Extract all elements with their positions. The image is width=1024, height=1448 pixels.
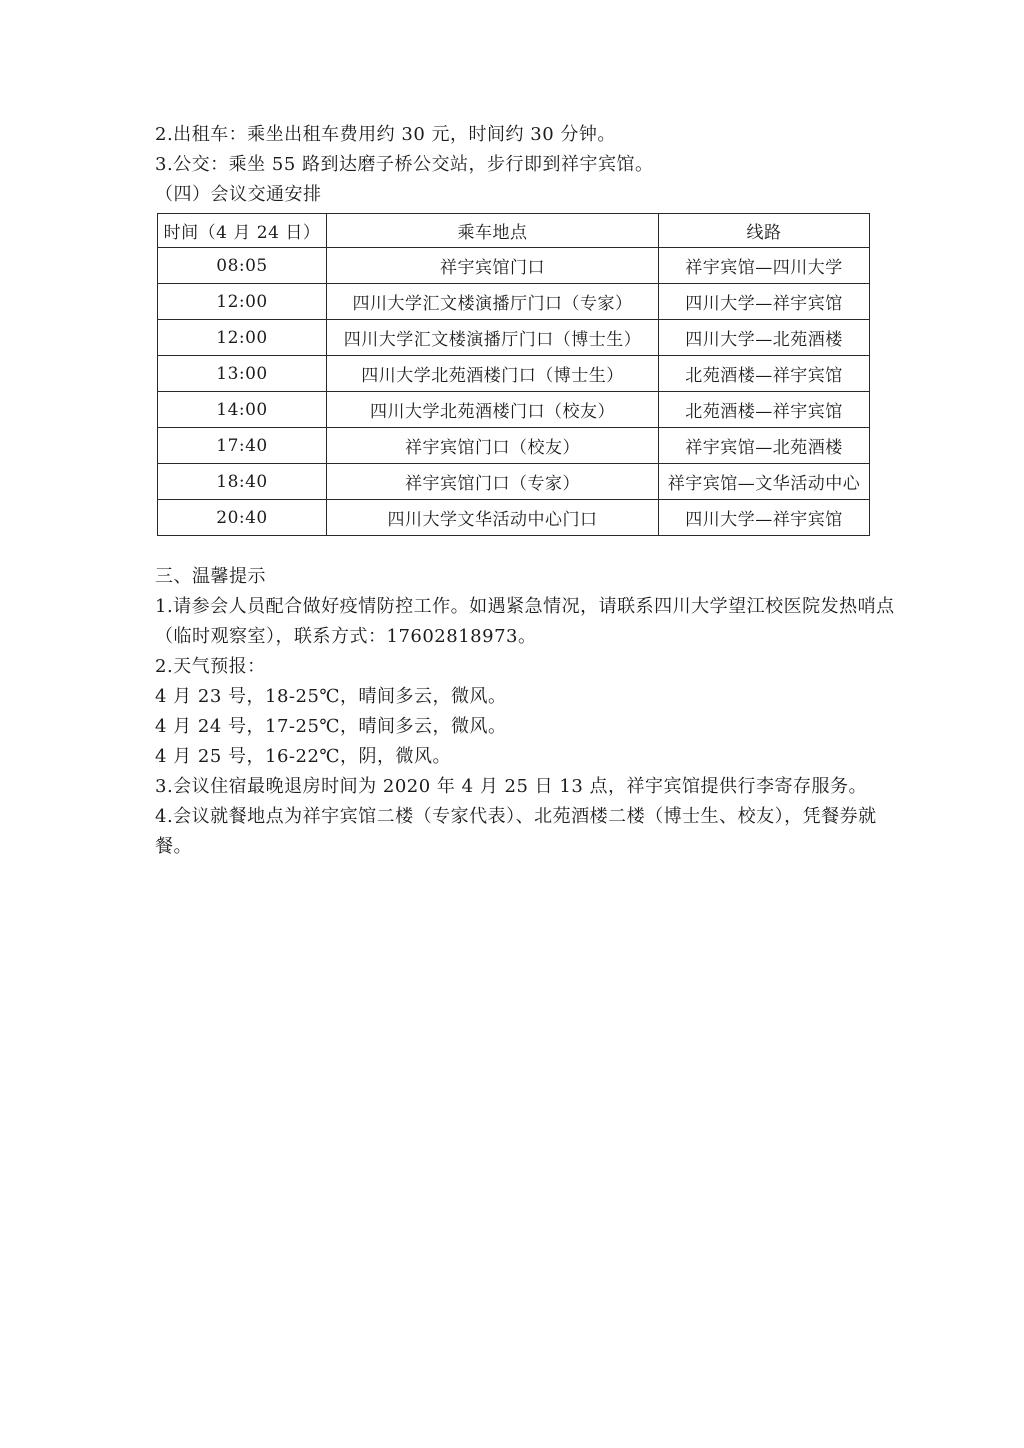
table-row xyxy=(158,284,870,320)
cell-route: 祥宇宾馆—四川大学 xyxy=(659,248,870,284)
cell-place: 四川大学北苑酒楼门口（博士生） xyxy=(327,356,659,392)
tip-weather-apr24: 4 月 24 号，17-25℃，晴间多云，微风。 xyxy=(155,716,507,737)
tip-dining-line2: 餐。 xyxy=(155,836,192,857)
cell-route: 北苑酒楼—祥宇宾馆 xyxy=(659,392,870,428)
cell-time: 20:40 xyxy=(158,500,327,536)
cell-place: 祥宇宾馆门口 xyxy=(327,248,659,284)
section-heading-transport: （四）会议交通安排 xyxy=(155,184,322,205)
table-row xyxy=(158,500,870,536)
table-row xyxy=(158,464,870,500)
cell-route: 祥宇宾馆—文华活动中心 xyxy=(659,464,870,500)
cell-place: 四川大学文华活动中心门口 xyxy=(327,500,659,536)
tip-weather-heading: 2.天气预报： xyxy=(155,656,266,677)
col-header-boarding-place: 乘车地点 xyxy=(327,214,659,248)
tip-epidemic-line2: （临时观察室），联系方式：17602818973。 xyxy=(155,626,537,647)
cell-time: 08:05 xyxy=(158,248,327,284)
cell-route: 北苑酒楼—祥宇宾馆 xyxy=(659,356,870,392)
col-header-time: 时间（4 月 24 日） xyxy=(158,214,327,248)
table-row xyxy=(158,392,870,428)
cell-place: 四川大学北苑酒楼门口（校友） xyxy=(327,392,659,428)
table-row xyxy=(158,320,870,356)
cell-time: 17:40 xyxy=(158,428,327,464)
tip-weather-apr23: 4 月 23 号，18-25℃，晴间多云，微风。 xyxy=(155,686,507,707)
cell-route: 四川大学—祥宇宾馆 xyxy=(659,500,870,536)
cell-route: 四川大学—北苑酒楼 xyxy=(659,320,870,356)
tip-epidemic-line1: 1.请参会人员配合做好疫情防控工作。如遇紧急情况，请联系四川大学望江校医院发热哨点 xyxy=(155,596,895,617)
cell-time: 12:00 xyxy=(158,284,327,320)
cell-route: 四川大学—祥宇宾馆 xyxy=(659,284,870,320)
cell-place: 四川大学汇文楼演播厅门口（博士生） xyxy=(327,320,659,356)
document-page xyxy=(155,120,895,862)
transport-schedule-table xyxy=(157,213,870,536)
cell-place: 祥宇宾馆门口（校友） xyxy=(327,428,659,464)
cell-time: 13:00 xyxy=(158,356,327,392)
col-header-route: 线路 xyxy=(659,214,870,248)
tip-checkout: 3.会议住宿最晚退房时间为 2020 年 4 月 25 日 13 点，祥宇宾馆提供行李寄存服务。 xyxy=(155,776,868,797)
paragraph-bus: 3.公交：乘坐 55 路到达磨子桥公交站，步行即到祥宇宾馆。 xyxy=(155,154,654,175)
tip-dining-line1: 4.会议就餐地点为祥宇宾馆二楼（专家代表）、北苑酒楼二楼（博士生、校友），凭餐券就 xyxy=(155,806,877,827)
cell-time: 12:00 xyxy=(158,320,327,356)
table-row xyxy=(158,356,870,392)
section-heading-tips: 三、温馨提示 xyxy=(155,566,266,587)
schedule-rows xyxy=(158,248,870,536)
cell-route: 祥宇宾馆—北苑酒楼 xyxy=(659,428,870,464)
tip-weather-apr25: 4 月 25 号，16-22℃，阴，微风。 xyxy=(155,746,452,767)
cell-time: 18:40 xyxy=(158,464,327,500)
table-header-row xyxy=(158,214,870,248)
table-row xyxy=(158,428,870,464)
paragraph-taxi: 2.出租车：乘坐出租车费用约 30 元，时间约 30 分钟。 xyxy=(155,124,616,145)
cell-place: 四川大学汇文楼演播厅门口（专家） xyxy=(327,284,659,320)
tips-section xyxy=(155,562,895,862)
cell-place: 祥宇宾馆门口（专家） xyxy=(327,464,659,500)
cell-time: 14:00 xyxy=(158,392,327,428)
table-row xyxy=(158,248,870,284)
